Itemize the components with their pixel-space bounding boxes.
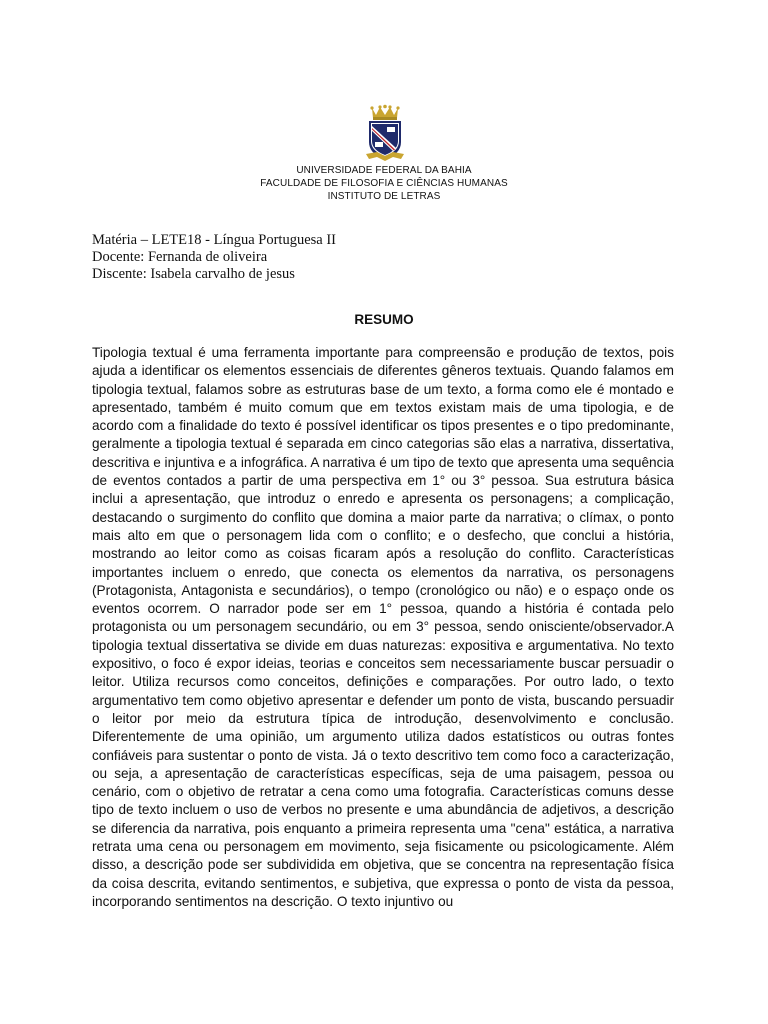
student-line: Discente: Isabela carvalho de jesus bbox=[92, 266, 295, 282]
summary-paragraph: Tipologia textual é uma ferramenta importante para compreensão e produção de textos, pois ajuda a identificar os elementos essenciais de diferentes gêneros textuais. Quando falamos em tipologia textual, falamos sobre as estruturas base de um texto, a forma como ele é montado e apresentado, também é muito comum que em textos existam mais de uma tipologia, e de acordo com a finalidade do texto é possível identificar os tipos presentes e o tipo predominante, geralmente a tipologia textual é separada em cinco categorias são elas a narrativa, dissertativa, descritiva e injuntiva e a infográfica. A narrativa é um tipo de texto que apresenta uma sequência de eventos contados a partir de uma perspectiva em 1° ou 3° pessoa. Sua estrutura básica inclui a apresentação, que introduz o enredo e apresenta os personagens; a complicação, destacando o surgimento do conflito que domina a maior parte da narrativa; o clímax, o ponto mais alto em que o personagem lida com o conflito; e o desfecho, que conclui a história, mostrando ao leitor como as coisas ficaram após a resolução do conflito. Características importantes incluem o enredo, que conecta os elementos da narrativa, os personagens (Protagonista, Antagonista e secundários), o tempo (cronológico ou não) e o espaço onde os eventos ocorrem. O narrador pode ser em 1° pessoa, quando a história é contada pelo protagonista ou um personagem secundário, ou em 3° pessoa, sendo onisciente/observador.A tipologia textual dissertativa se divide em duas naturezas: expositiva e argumentativa. No texto expositivo, o foco é expor ideias, teorias e conceitos sem necessariamente buscar persuadir o leitor. Utiliza recursos como conceitos, definições e comparações. Por outro lado, o texto argumentativo tem como objetivo apresentar e defender um ponto de vista, buscando persuadir o leitor por meio da estrutura típica de introdução, desenvolvimento e conclusão. Diferentemente de uma opinião, um argumento utiliza dados estatísticos ou outras fontes confiáveis para sustentar o ponto de vista. Já o texto descritivo tem como foco a caracterização, ou seja, a apresentação de características específicas, seja de uma paisagem, pessoa ou cenário, com o objetivo de retratar a cena como uma fotografia. Características comuns desse tipo de texto incluem o uso de verbos no presente e uma abundância de adjetivos, a descrição se diferencia da narrativa, pois enquanto a primeira representa uma "cena" estática, a narrativa retrata uma cena ou personagem em movimento, seja fisicamente ou psicologicamente. Além disso, a descrição pode ser subdividida em objetiva, que se concentra na representação física da coisa descrita, evitando sentimentos, e subjetiva, que expressa o ponto de vista da pessoa, incorporando sentimentos na descrição. O texto injuntivo ou bbox=[92, 345, 674, 909]
university-name: UNIVERSIDADE FEDERAL DA BAHIA bbox=[296, 165, 472, 176]
faculty-name: FACULDADE DE FILOSOFIA E CIÊNCIAS HUMANAS bbox=[260, 178, 508, 189]
teacher-line: Docente: Fernanda de oliveira bbox=[92, 249, 268, 265]
course-line: Matéria – LETE18 - Língua Portuguesa II bbox=[92, 232, 337, 248]
university-crest-icon bbox=[363, 104, 407, 162]
section-title: RESUMO bbox=[354, 312, 414, 327]
institute-name: INSTITUTO DE LETRAS bbox=[327, 191, 441, 202]
